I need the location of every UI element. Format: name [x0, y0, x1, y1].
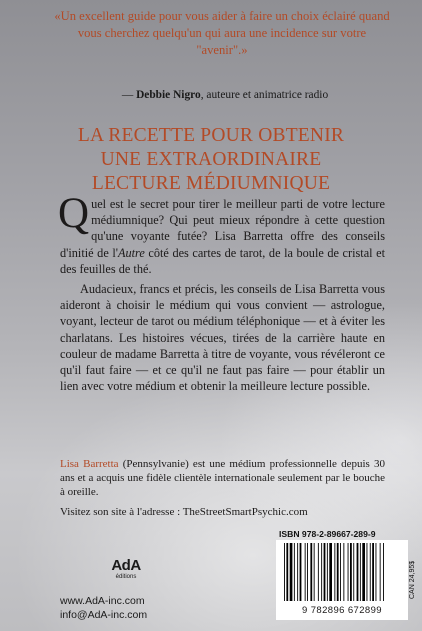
barcode-bars: [284, 543, 400, 603]
quote-author: Debbie Nigro: [136, 89, 201, 101]
paragraph-1-italic: Autre: [117, 245, 145, 260]
quote-text: «Un excellent guide pour vous aider à faire un choix éclairé quand vous cherchez quelqu'un qui aura une incidence sur votre "avenir".»: [54, 9, 390, 57]
publisher-logo: [108, 558, 144, 580]
barcode: [276, 540, 408, 620]
attribution-dash: —: [121, 89, 137, 101]
author-bio: [60, 457, 385, 499]
headline-line-2: UNE EXTRAORDINAIRE: [100, 149, 322, 170]
headline: [20, 124, 402, 196]
quote-author-role: , auteure et animatrice radio: [200, 89, 329, 101]
author-name: Lisa Barretta: [60, 458, 119, 470]
drop-cap: Q: [58, 190, 90, 237]
book-description: [58, 190, 385, 394]
publisher-website: www.AdA-inc.com: [60, 595, 145, 607]
headline-line-1: LA RECETTE POUR OBTENIR: [77, 125, 345, 146]
publisher-email: info@AdA-inc.com: [60, 609, 148, 621]
paragraph-2: Audacieux, francs et précis, les conseils de Lisa Barretta vous aideront à choisir le médium qui vous convient — astrologue, voyant, lecteur de tarot ou médium téléphonique — et à éviter les charlatans. Les histoires vécues, tirées de la carrière haute en couleur de madame Barretta à titre de voyante, vous révéleront ce qu'il faut faire — et ce qu'il ne faut pas faire — pour établir un lien avec votre médium et obtenir la meilleure lecture possible.: [60, 282, 385, 394]
logo-mark: AdA: [111, 557, 141, 574]
quote-attribution: [60, 89, 390, 101]
endorsement-quote: [52, 8, 392, 59]
paragraph-1: [58, 190, 385, 277]
paragraph-1-end: côté des cartes de tarot, de la boule de cristal et des feuilles de thé.: [60, 245, 385, 276]
paragraph-1-text: uel est le secret pour tirer le meilleur parti de votre lecture médiumnique? Qui peut mieux répondre à cette question qu'une voyante futée? Lisa Barretta offre des conseils d'initié de l': [60, 197, 385, 260]
website-line: Visitez son site à l'adresse : TheStreetSmartPsychic.com: [60, 506, 308, 518]
isbn-label: ISBN 978-2-89667-289-9: [279, 529, 376, 539]
headline-line-3: LECTURE MÉDIUMNIQUE: [91, 173, 331, 194]
author-bio-text: (Pennsylvanie) est une médium professionnelle depuis 30 ans et a acquis une fidèle clientèle internationale seulement par le bouche à oreille.: [60, 458, 385, 498]
logo-subtitle: éditions: [115, 574, 137, 580]
barcode-number: 9 782896 672899: [302, 605, 382, 616]
price: CAN 24,95$: [409, 560, 416, 600]
publisher-contact: [60, 594, 200, 622]
